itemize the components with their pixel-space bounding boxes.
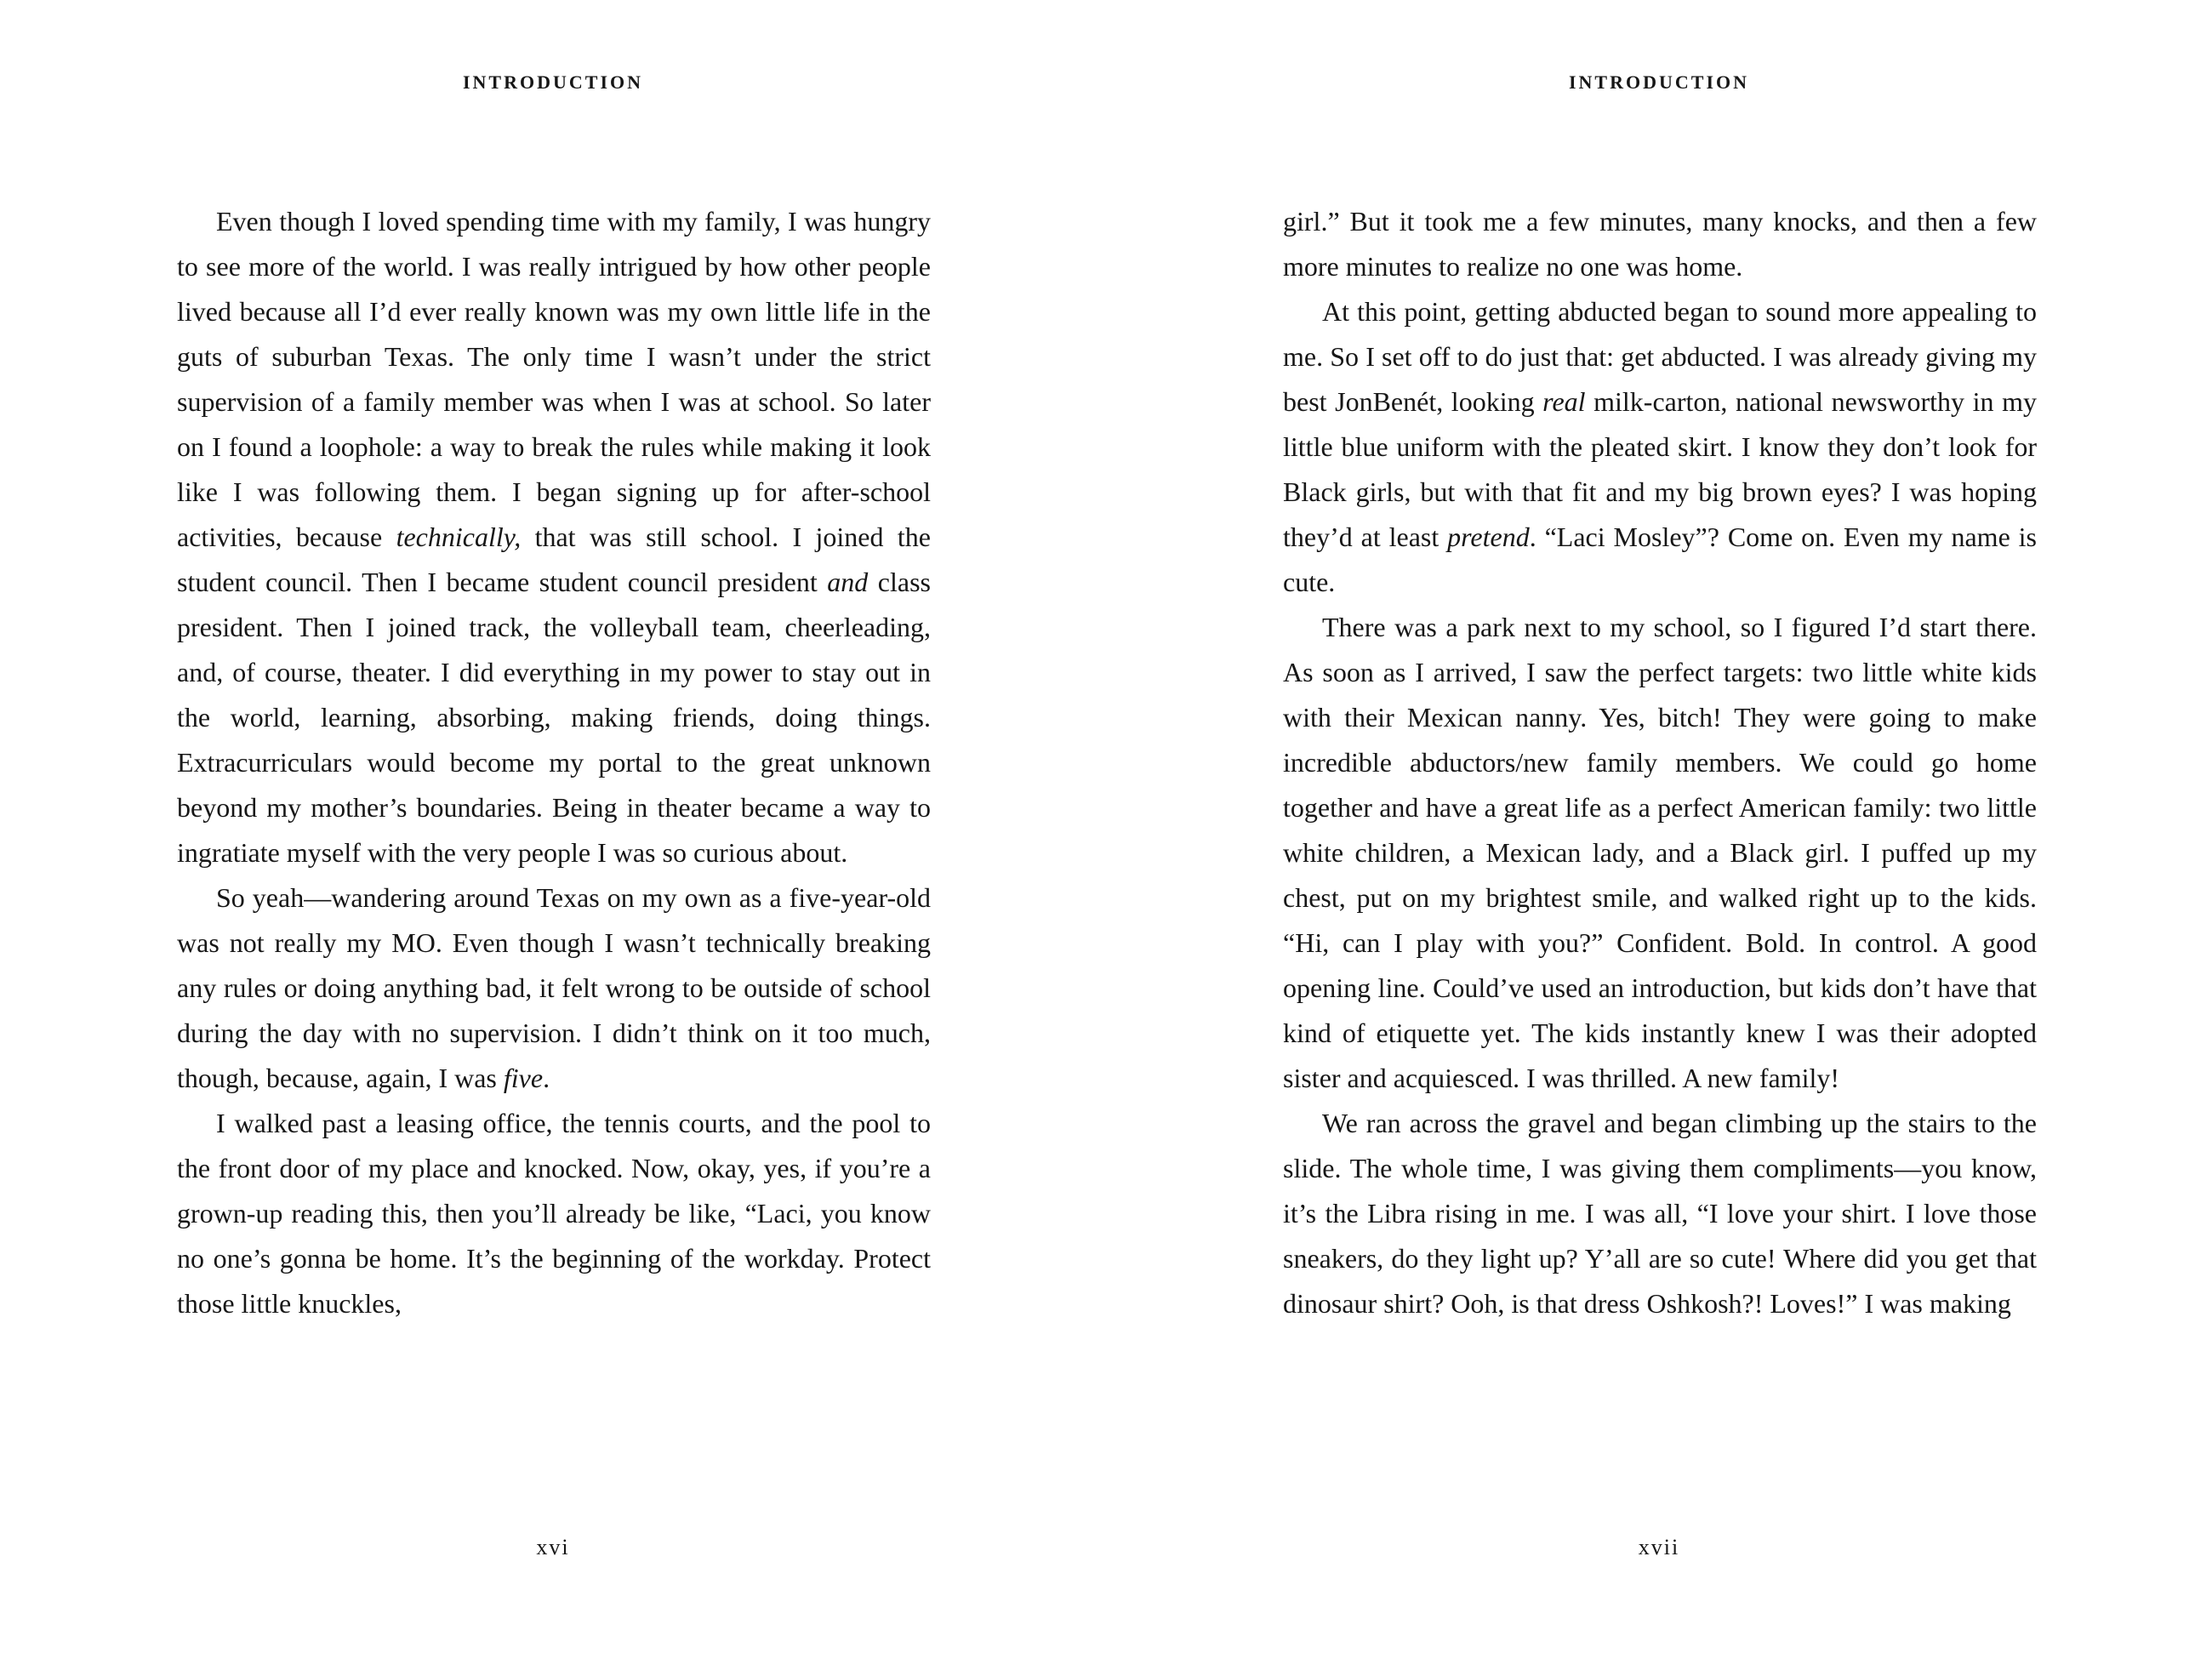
paragraph <box>177 199 931 875</box>
text-run: There was a park next to my school, so I figured I’d start there. As soon as I arrived, I saw the perfect targets: two little white kids with their Mexican nanny. Yes, bitch! They were going to make incredible abductors/new family members. We could go home together and have a great life as a perfect American family: two little white children, a Mexican lady, and a Black girl. I puffed up my chest, put on my brightest smile, and walked right up to the kids. “Hi, can I play with you?” Confident. Bold. In control. A good opening line. Could’ve used an introduction, but kids don’t have that kind of etiquette yet. The kids instantly knew I was their adopted sister and acquiesced. I was thrilled. A new family! <box>1283 612 2037 1093</box>
left-text-block <box>177 199 931 1326</box>
text-run: Even though I loved spending time with my family, I was hungry to see more of the world. I was really intrigued by how other people lived because all I’d ever really known was my own little life in the guts of suburban Texas. The only time I wasn’t under the strict supervision of a family member was when I was at school. So later on I found a loophole: a way to break the rules while making it look like I was following them. I began signing up for after-school activities, because <box>177 206 931 552</box>
italic-text-run: five <box>503 1063 544 1093</box>
text-run: At this point, getting abducted began to sound more appealing to me. So I set off to do just that: get abducted. I was already giving my best JonBenét, looking <box>1283 296 2037 417</box>
right-text-block <box>1283 199 2037 1326</box>
italic-text-run: pretend <box>1447 522 1530 552</box>
paragraph <box>1283 199 2037 289</box>
left-running-head: INTRODUCTION <box>462 71 644 93</box>
text-run: class president. Then I joined track, the volleyball team, cheerleading, and, of course, theater. I did everything in my power to stay out in the world, learning, absorbing, making friends, doing things. Extracurriculars would become my portal to the great unknown beyond my mother’s boundaries. Being in theater became a way to ingratiate myself with the very people I was so curious about. <box>177 567 932 868</box>
italic-text-run: technically, <box>396 522 522 552</box>
paragraph <box>1283 1101 2037 1326</box>
text-run: So yeah—wandering around Texas on my own as a five-year-old was not really my MO. Even though I wasn’t technically breaking any rules or doing anything bad, it felt wrong to be outside of school during the day with no supervision. I didn’t think on it too much, though, because, again, I was <box>177 882 931 1093</box>
italic-text-run: real <box>1542 386 1586 417</box>
right-page <box>1106 0 2212 1659</box>
right-running-head: INTRODUCTION <box>1568 71 1750 93</box>
text-run: We ran across the gravel and began climbing up the stairs to the slide. The whole time, I was giving them compliments—you know, it’s the Libra rising in me. I was all, “I love your shirt. I love those sneakers, do they light up? Y’all are so cute! Where did you get that dinosaur shirt? Ooh, is that dress Oshkosh?! Loves!” I was making <box>1283 1108 2037 1319</box>
right-page-number: xvii <box>1638 1535 1680 1559</box>
text-run: I walked past a leasing office, the tennis courts, and the pool to the front door of my place and knocked. Now, okay, yes, if you’re a grown-up reading this, then you’ll already be like, “Laci, you know no one’s gonna be home. It’s the beginning of the workday. Protect those little knuckles, <box>177 1108 931 1319</box>
italic-text-run: and <box>827 567 869 597</box>
text-run: . “Laci Mosley”? Come on. Even my name is cute. <box>1283 522 2038 597</box>
paragraph <box>177 875 931 1101</box>
paragraph <box>1283 289 2037 605</box>
text-run: girl.” But it took me a few minutes, many knocks, and then a few more minutes to realize no one was home. <box>1283 206 2037 282</box>
text-run: that was still school. I joined the student council. Then I became student council president <box>177 522 932 597</box>
text-run: . <box>543 1063 550 1093</box>
paragraph <box>1283 605 2037 1101</box>
text-run: milk-carton, national newsworthy in my little blue uniform with the pleated skirt. I know they don’t look for Black girls, but with that fit and my big brown eyes? I was hoping they’d at least <box>1283 386 2038 552</box>
left-page-number: xvi <box>536 1535 570 1559</box>
paragraph <box>177 1101 931 1326</box>
